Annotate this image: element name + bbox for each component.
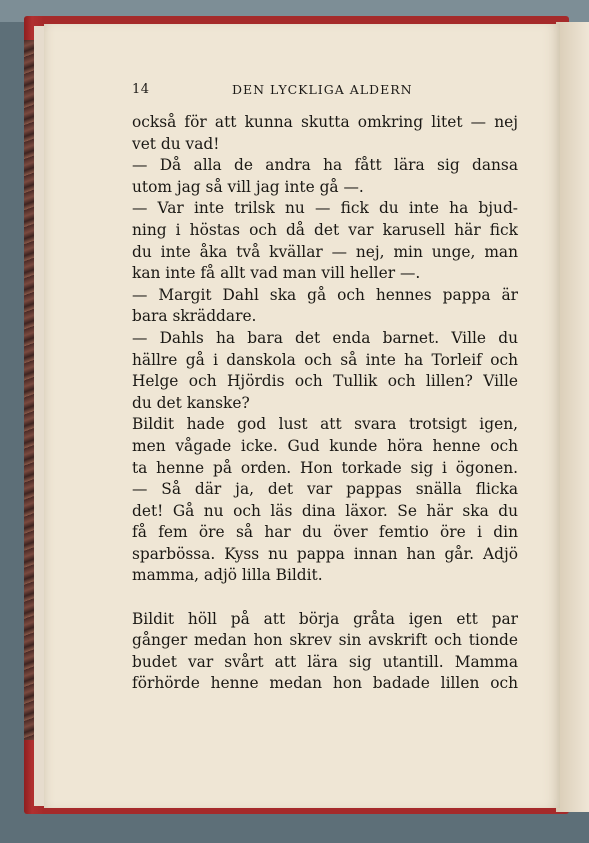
page-number: 14: [132, 82, 150, 97]
text-line: hällre gå i danskola och så inte ha Torleif och: [132, 350, 518, 369]
text-line: Bildit hade god lust att svara trotsigt igen,: [132, 415, 518, 434]
paragraph-gap: [132, 587, 518, 609]
text-line: sparbössa. Kyss nu pappa innan han går. Adjö: [132, 544, 518, 563]
text-line: du inte åka två kvällar — nej, min unge, man: [132, 242, 518, 261]
text-line: bara skräddare.: [132, 307, 257, 326]
text-line: utom jag så vill jag inte gå —.: [132, 177, 364, 196]
page-header: [132, 82, 512, 102]
text-line: men vågade icke. Gud kunde höra henne och: [132, 436, 518, 455]
text-line: — Margit Dahl ska gå och hennes pappa är: [132, 285, 518, 304]
running-title: DEN LYCKLIGA ALDERN: [232, 82, 413, 97]
facing-page-edge: [556, 22, 589, 812]
text-line: — Då alla de andra ha fått lära sig dansa: [132, 156, 518, 175]
text-line: det! Gå nu och läs dina läxor. Se här ska du: [132, 501, 518, 520]
text-line: också för att kunna skutta omkring litet — nej: [132, 113, 518, 131]
text-line: budet var svårt att lära sig utantill. Mamma: [132, 652, 518, 671]
text-line: förhörde henne medan hon badade lillen och: [132, 674, 518, 693]
text-line: — Dahls ha bara det enda barnet. Ville du: [132, 328, 518, 347]
text-line: — Var inte trilsk nu — fick du inte ha bjud-: [132, 199, 518, 218]
text-line: ning i höstas och då det var karusell här fick: [132, 220, 518, 239]
text-line: — Så där ja, det var pappas snälla flicka: [132, 480, 518, 499]
text-line: vet du vad!: [132, 134, 220, 153]
text-line: gånger medan hon skrev sin avskrift och tionde: [132, 631, 518, 650]
text-line: ta henne på orden. Hon torkade sig i ögonen.: [132, 458, 518, 477]
text-line: Helge och Hjördis och Tullik och lillen? Ville: [132, 372, 518, 391]
body-text: [132, 112, 518, 695]
text-line: du det kanske?: [132, 393, 250, 412]
text-line: mamma, adjö lilla Bildit.: [132, 566, 323, 585]
text-line: få fem öre så har du över femtio öre i din: [132, 523, 518, 542]
text-line: kan inte få allt vad man vill heller —.: [132, 264, 421, 283]
text-line: Bildit höll på att börja gråta igen ett par: [132, 609, 518, 628]
